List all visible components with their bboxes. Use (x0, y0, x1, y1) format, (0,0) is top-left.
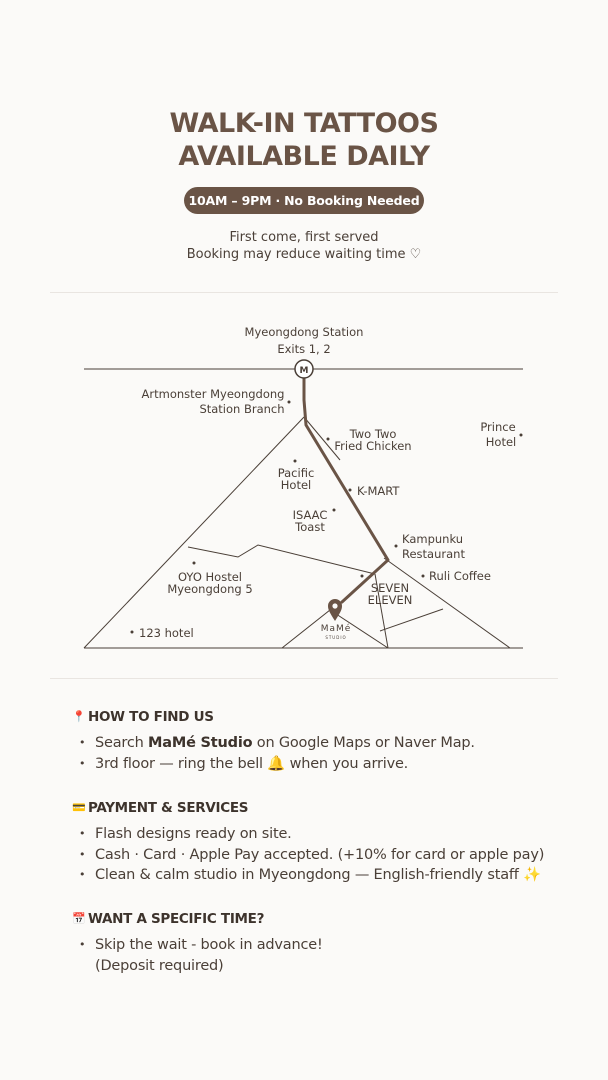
studio-logo: MaMé (320, 624, 352, 634)
find-us-title: HOW TO FIND US (88, 709, 214, 725)
sparkles-icon: ✨ (523, 867, 541, 883)
place-artmonster-1: Artmonster Myeongdong (141, 387, 285, 401)
place-seven-1: SEVEN (370, 581, 410, 595)
place-artmonster-2: Station Branch (199, 402, 285, 416)
title-line-2: AVAILABLE DAILY (178, 141, 430, 172)
list-item (72, 754, 572, 775)
place-oyo-1: OYO Hostel (178, 570, 242, 584)
place-pacific-2: Hotel (280, 478, 312, 492)
list-item: • Cash · Card · Apple Pay accepted. (+10% for card or apple pay) (72, 845, 572, 866)
calendar-icon: 📅 (72, 912, 86, 925)
station-name: Myeongdong Station (244, 325, 364, 339)
booking-heading (72, 909, 572, 929)
studio-name: MaMé Studio (148, 735, 253, 751)
section-booking (72, 909, 572, 976)
place-kampunku-1: Kampunku (402, 532, 464, 546)
payment-heading (72, 798, 572, 818)
list-item-continuation: (Deposit required) (95, 957, 224, 974)
place-dot (422, 575, 425, 578)
title-line-1: WALK-IN TATTOOS (169, 108, 439, 139)
list-item: • Flash designs ready on site. (72, 824, 572, 845)
find-us-list (72, 733, 572, 774)
place-dot (131, 631, 134, 634)
place-dot (193, 562, 196, 565)
list-item: • Skip the wait - book in advance! (72, 935, 572, 956)
booking-title: WANT A SPECIFIC TIME? (88, 911, 265, 927)
item-text: 3rd floor — ring the bell (95, 755, 268, 772)
place-123-hotel: 123 hotel (139, 626, 194, 640)
place-dot (333, 509, 336, 512)
place-prince-2: Hotel (485, 435, 517, 449)
station-exits: Exits 1, 2 (277, 342, 331, 356)
place-dot (349, 489, 352, 492)
item-text: Clean & calm studio in Myeongdong — English-friendly staff (95, 867, 524, 883)
place-isaac-2: Toast (295, 520, 325, 534)
subtitle (0, 229, 608, 263)
location-map (0, 300, 608, 670)
place-seven-2: ELEVEN (367, 593, 413, 607)
booking-list (72, 935, 572, 976)
place-ruli: Ruli Coffee (429, 569, 491, 583)
find-us-heading (72, 707, 572, 727)
map-pin-icon (328, 599, 342, 621)
subtitle-line-1: First come, first served (229, 230, 379, 245)
bell-icon: 🔔 (267, 755, 286, 772)
payment-list (72, 824, 572, 886)
divider-top (50, 292, 558, 293)
map-pin-icon: 📍 (72, 710, 86, 723)
list-item (72, 865, 572, 886)
item-text: when you arrive. (285, 755, 409, 772)
subtitle-line-2: Booking may reduce waiting time ♡ (186, 247, 422, 262)
place-oyo-2: Myeongdong 5 (167, 582, 253, 596)
section-payment (72, 798, 572, 886)
place-twotwo-2: Fried Chicken (334, 439, 412, 453)
place-dot (294, 460, 297, 463)
place-dot (288, 401, 291, 404)
left-diagonal-road (84, 417, 304, 648)
divider-bottom (50, 678, 558, 679)
metro-symbol: M (299, 366, 309, 376)
place-dot (395, 545, 398, 548)
credit-card-icon: 💳 (72, 801, 86, 814)
section-find-us (72, 707, 572, 774)
studio-logo-sub: STUDIO (325, 635, 347, 640)
payment-title: PAYMENT & SERVICES (88, 800, 249, 816)
place-isaac-1: ISAAC (292, 508, 328, 522)
item-text: on Google Maps or Naver Map. (252, 735, 475, 751)
place-kmart: K-MART (357, 484, 400, 498)
place-pacific-1: Pacific (277, 466, 315, 480)
place-dot (327, 438, 330, 441)
list-item (72, 733, 572, 754)
place-prince-1: Prince (480, 420, 516, 434)
side-street (380, 609, 443, 631)
metro-icon (295, 360, 313, 378)
place-dot (520, 434, 523, 437)
item-text: Search (95, 735, 149, 751)
place-dot (361, 575, 364, 578)
page-title (0, 107, 608, 173)
place-twotwo-1: Two Two (349, 427, 397, 441)
place-kampunku-2: Restaurant (402, 547, 465, 561)
hours-badge: 10AM – 9PM · No Booking Needed (184, 187, 424, 214)
